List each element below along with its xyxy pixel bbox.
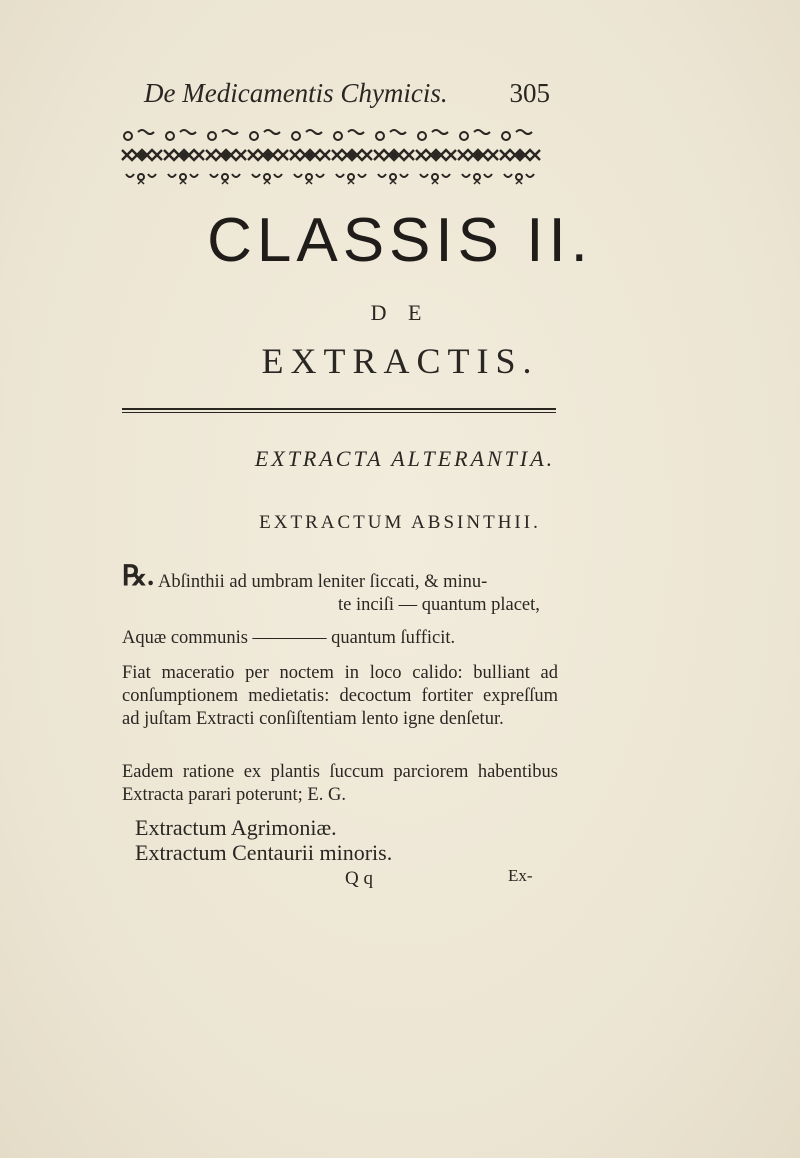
decorative-headband	[120, 128, 556, 188]
recipe-symbol: ℞.	[122, 561, 155, 592]
topic-heading: EXTRACTIS.	[261, 341, 539, 381]
catchword: Ex-	[508, 866, 533, 885]
class-heading: CLASSIS II.	[207, 206, 593, 275]
section-heading: EXTRACTA ALTERANTIA.	[254, 446, 556, 471]
running-title: De Medicamentis Chymicis.	[144, 78, 448, 108]
paragraph-similar: Eadem ratione ex plantis ſuccum parciorem habentibus Extracta parari poterunt; E. G.	[122, 762, 558, 805]
list-item: Extractum Centaurii minoris.	[135, 840, 393, 865]
ingredient-line-2: te inciſi — quantum placet,	[338, 595, 540, 615]
double-rule-divider	[122, 408, 556, 414]
ingredient-line-1: Abſinthii ad umbram leniter ſiccati, & minu-	[158, 572, 488, 592]
de-heading: D E	[370, 300, 430, 325]
page-number: 305	[509, 78, 550, 108]
recipe-title: EXTRACTUM ABSINTHII.	[259, 512, 541, 533]
recipe-ingredient-2: Aquæ communis ———— quantum ſufficit.	[122, 628, 456, 648]
extract-list	[135, 815, 392, 865]
paragraph-method: Fiat maceratio per noctem in loco calido: bulliant ad conſumptionem medietatis: decoctum fortiter expreſſum ad juſtam Extracti conſiſtentiam lento igne denſetur.	[122, 663, 558, 729]
signature-mark: Q q	[345, 868, 373, 889]
list-item: Extractum Agrimoniæ.	[135, 815, 337, 840]
